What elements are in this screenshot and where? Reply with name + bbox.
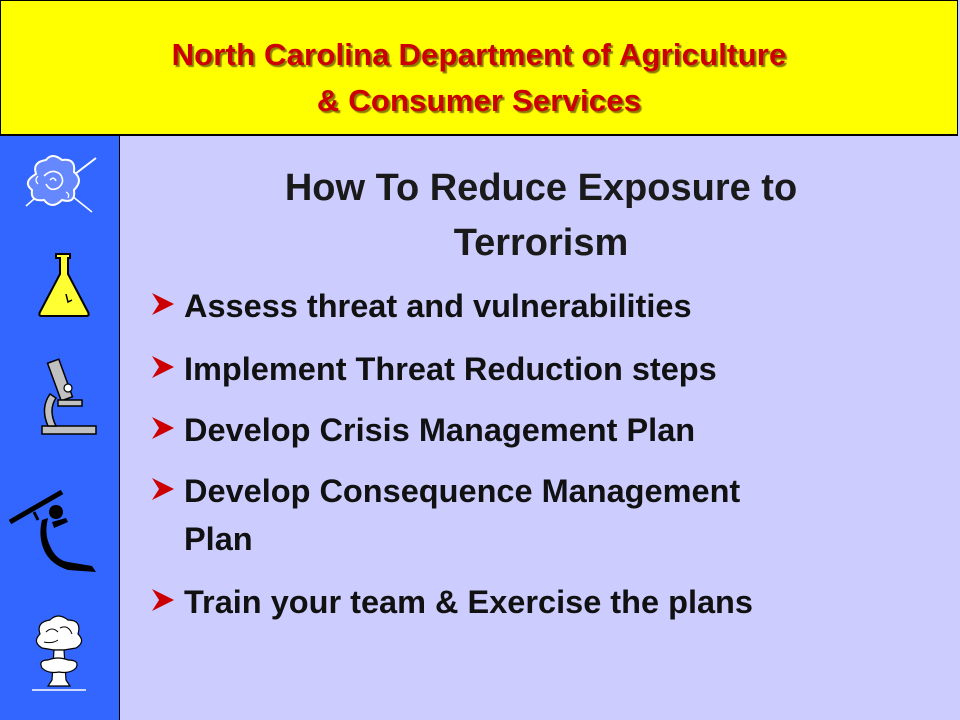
soldier-icon: [6, 488, 106, 574]
mushroom-cloud-icon: [28, 614, 90, 694]
bullet-arrow-icon: [150, 587, 176, 613]
bullet-arrow-icon: [150, 354, 176, 380]
bullet-arrow-icon: [150, 415, 176, 441]
slide-title-line-2: Terrorism: [453, 222, 629, 264]
slide-title-line-1: How To Reduce Exposure to: [284, 167, 798, 209]
bullet-text-continuation: Plan: [184, 521, 253, 557]
bullet-arrow-icon: [150, 476, 176, 502]
sidebar: [0, 136, 120, 720]
flask-icon: [36, 252, 92, 318]
bullet-text: Assess threat and vulnerabilities: [184, 288, 692, 324]
header-title-line-2: & Consumer Services: [316, 83, 642, 118]
bullet-arrow-icon: [150, 291, 176, 317]
virus-icon: [22, 154, 100, 220]
bullet-text: Develop Consequence Management: [184, 473, 741, 509]
header-banner: [0, 0, 958, 136]
bullet-text: Implement Threat Reduction steps: [184, 351, 717, 387]
bullet-text: Train your team & Exercise the plans: [184, 584, 753, 620]
microscope-icon: [34, 358, 100, 438]
bullet-text: Develop Crisis Management Plan: [184, 412, 696, 448]
header-title-line-1: North Carolina Department of Agriculture: [171, 37, 787, 72]
